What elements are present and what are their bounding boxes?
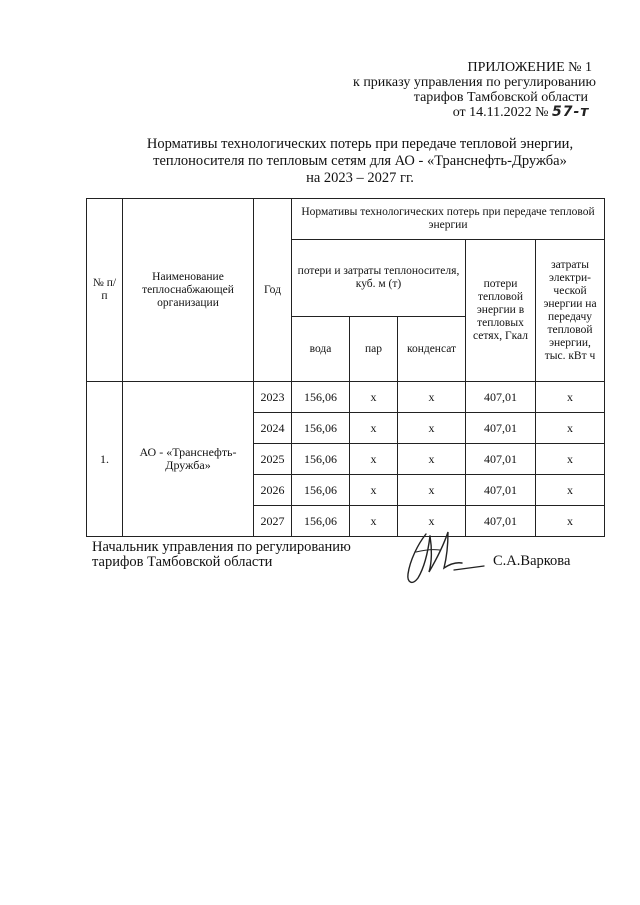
cell-steam: х: [350, 475, 398, 506]
appendix-authority-line: тарифов Тамбовской области: [413, 90, 588, 105]
signatory-position-line-2: тарифов Тамбовской области: [92, 554, 273, 570]
norms-table: [86, 198, 605, 537]
header-steam: пар: [350, 317, 398, 382]
cell-steam: х: [350, 413, 398, 444]
header-losses-group: потери и затраты теплоносителя, куб. м (т): [292, 240, 466, 317]
table-row: [87, 382, 605, 413]
appendix-date-line: [353, 105, 596, 120]
cell-electric: х: [536, 506, 605, 537]
cell-water: 156,06: [292, 475, 350, 506]
title-line-1: Нормативы технологических потерь при передаче тепловой энергии,: [146, 136, 574, 152]
document-title: [100, 136, 620, 187]
header-condensate: конденсат: [398, 317, 466, 382]
cell-electric: х: [536, 475, 605, 506]
cell-steam: х: [350, 506, 398, 537]
header-electric: затраты электри-ческой энергии на передачу тепловой энергии, тыс. кВт ч: [536, 240, 605, 382]
cell-condensate: х: [398, 413, 466, 444]
signatory-name: С.А.Варкова: [493, 553, 571, 569]
cell-heat: 407,01: [466, 506, 536, 537]
cell-heat: 407,01: [466, 413, 536, 444]
cell-heat: 407,01: [466, 382, 536, 413]
signatory-position: [92, 540, 351, 570]
appendix-header: [353, 60, 596, 120]
cell-steam: х: [350, 444, 398, 475]
header-water: вода: [292, 317, 350, 382]
appendix-date: от 14.11.2022 №: [452, 105, 549, 120]
handwritten-order-number: 57-т: [552, 104, 590, 120]
cell-electric: х: [536, 382, 605, 413]
cell-condensate: х: [398, 444, 466, 475]
cell-year: 2027: [254, 506, 292, 537]
cell-heat: 407,01: [466, 444, 536, 475]
handwritten-signature-icon: [396, 522, 492, 592]
header-number: № п/п: [87, 199, 123, 382]
cell-year: 2025: [254, 444, 292, 475]
title-line-3: на 2023 – 2027 гг.: [306, 170, 414, 186]
title-line-2: теплоносителя по тепловым сетям для АО - «Транснефть-Дружба»: [153, 153, 567, 169]
cell-water: 156,06: [292, 413, 350, 444]
header-norms-group: Нормативы технологических потерь при передаче тепловой энергии: [292, 199, 605, 240]
cell-year: 2023: [254, 382, 292, 413]
cell-water: 156,06: [292, 444, 350, 475]
cell-water: 156,06: [292, 382, 350, 413]
row-organization: АО - «Транснефть-Дружба»: [123, 382, 254, 537]
header-organization: Наименование теплоснабжающей организации: [123, 199, 254, 382]
header-year: Год: [254, 199, 292, 382]
cell-condensate: х: [398, 506, 466, 537]
cell-year: 2024: [254, 413, 292, 444]
cell-electric: х: [536, 444, 605, 475]
header-heat-losses: потери тепловой энергии в тепловых сетях, Гкал: [466, 240, 536, 382]
appendix-title: ПРИЛОЖЕНИЕ № 1: [467, 60, 592, 75]
cell-water: 156,06: [292, 506, 350, 537]
cell-electric: х: [536, 413, 605, 444]
cell-steam: х: [350, 382, 398, 413]
cell-heat: 407,01: [466, 475, 536, 506]
signatory-position-line-1: Начальник управления по регулированию: [92, 539, 351, 555]
cell-year: 2026: [254, 475, 292, 506]
cell-condensate: х: [398, 475, 466, 506]
cell-condensate: х: [398, 382, 466, 413]
appendix-order-line: к приказу управления по регулированию: [353, 75, 596, 90]
row-number: 1.: [87, 382, 123, 537]
